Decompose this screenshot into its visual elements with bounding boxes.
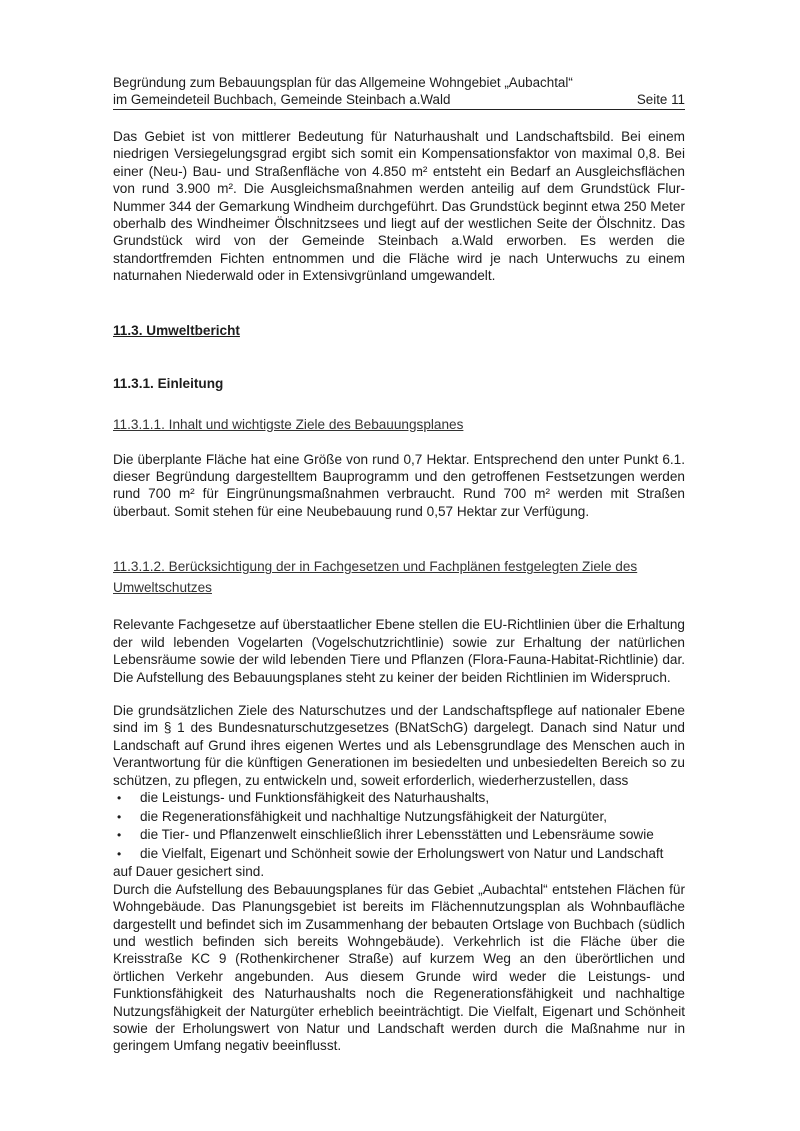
bullet-item: • die Regenerationsfähigkeit und nachhaltige Nutzungsfähigkeit der Naturgüter,	[113, 808, 685, 827]
page-header	[113, 74, 685, 110]
paragraph-planning-area: Durch die Aufstellung des Bebauungsplanes für das Gebiet „Aubachtal“ entstehen Flächen für Wohngebäude. Das Planungsgebiet ist bereits im Flächennutzungsplan als Wohnbaufläche dargestellt und befindet sich im Zusammenhang der bebauten Ortslage von Buchbach (südlich und westlich befinden sich bereits Wohngebäude). Verkehrlich ist die Fläche über die Kreisstraße KC 9 (Rothenkirchener Straße) auf kurzem Weg an den überörtlichen und örtlichen Verkehr angebunden. Aus diesem Grunde wird weder die Leistungs- und Funktionsfähigkeit des Naturhaushalts noch die Regenerationsfähigkeit und nachhaltige Nutzungsfähigkeit der Naturgüter erheblich beeinträchtigt. Die Vielfalt, Eigenart und Schönheit sowie der Erholungswert von Natur und Landschaft werden durch die Maßnahme nur in geringem Umfang negativ beeinflusst.	[113, 881, 685, 1054]
header-title-line1: Begründung zum Bebauungsplan für das Allgemeine Wohngebiet „Aubachtal“	[113, 75, 573, 90]
bullet-item: • die Vielfalt, Eigenart und Schönheit sowie der Erholungswert von Natur und Landschaft	[113, 845, 685, 864]
page-number: Seite 11	[636, 92, 685, 107]
goals-bullet-list	[113, 789, 685, 863]
bullet-item: • die Tier- und Pflanzenwelt einschließlich ihrer Lebensstätten und Lebensräume sowie	[113, 826, 685, 845]
heading-11-3-1-2: 11.3.1.2. Berücksichtigung der in Fachgesetzen und Fachplänen festgelegten Ziele des Umweltschutzes	[113, 559, 638, 596]
paragraph-after-bullets: auf Dauer gesichert sind.	[113, 864, 265, 880]
paragraph-national-goals: Die grundsätzlichen Ziele des Naturschutzes und der Landschaftspflege auf nationaler Ebene sind im § 1 des Bundesnaturschutzgesetzes (BNatSchG) dargelegt. Danach sind Natur und Landschaft auf Grund ihres eigenen Wertes und als Lebensgrundlage des Menschen auch in Verantwortung für die künftigen Generationen im besiedelten und unbesiedelten Bereich so zu schützen, zu pflegen, zu entwickeln und, soweit erforderlich, wiederherzustellen, dass	[113, 702, 685, 788]
heading-11-3: 11.3. Umweltbericht	[113, 322, 240, 338]
paragraph-content-goals: Die überplante Fläche hat eine Größe von rund 0,7 Hektar. Entsprechend den unter Punkt 6.1. dieser Begründung dargestelltem Bauprogramm und den getroffenen Festsetzungen werden rund 700 m² für Eingrünungsmaßnahmen verbraucht. Rund 700 m² werden mit Straßen überbaut. Somit stehen für eine Neubebauung rund 0,57 Hektar zur Verfügung.	[113, 451, 685, 519]
intro-paragraph: Das Gebiet ist von mittlerer Bedeutung für Naturhaushalt und Landschaftsbild. Bei einem niedrigen Versiegelungsgrad ergibt sich somit ein Kompensationsfaktor von maximal 0,8. Bei einer (Neu-) Bau- und Straßenfläche von 4.850 m² entsteht ein Bedarf an Ausgleichsflächen von rund 3.900 m². Die Ausgleichsmaßnahmen werden anteilig auf dem Grundstück Flur-Nummer 344 der Gemarkung Windheim durchgeführt. Das Grundstück beginnt etwa 250 Meter oberhalb des Windheimer Ölschnitzsees und liegt auf der westlichen Seite der Ölschnitz. Das Grundstück wird von der Gemeinde Steinbach a.Wald erworben. Es werden die standortfremden Fichten entnommen und die Fläche wird je nach Unterwuchs zu einem naturnahen Niederwald oder in Extensivgrünland umgewandelt.	[113, 129, 685, 284]
document-page	[113, 74, 685, 1055]
heading-11-3-1: 11.3.1. Einleitung	[113, 375, 224, 391]
paragraph-eu-directives: Relevante Fachgesetze auf überstaatlicher Ebene stellen die EU-Richtlinien über die Erhaltung der wild lebenden Vogelarten (Vogelschutzrichtlinie) sowie zur Erhaltung der natürlichen Lebensräume sowie der wild lebenden Tiere und Pflanzen (Flora-Fauna-Habitat-Richtlinie) dar. Die Aufstellung des Bebauungsplanes steht zu keiner der beiden Richtlinien im Widerspruch.	[113, 617, 685, 685]
heading-11-3-1-1: 11.3.1.1. Inhalt und wichtigste Ziele des Bebauungsplanes	[113, 416, 464, 432]
header-title-line2: im Gemeindeteil Buchbach, Gemeinde Steinbach a.Wald	[113, 92, 451, 107]
bullet-item: • die Leistungs- und Funktionsfähigkeit des Naturhaushalts,	[113, 789, 685, 808]
